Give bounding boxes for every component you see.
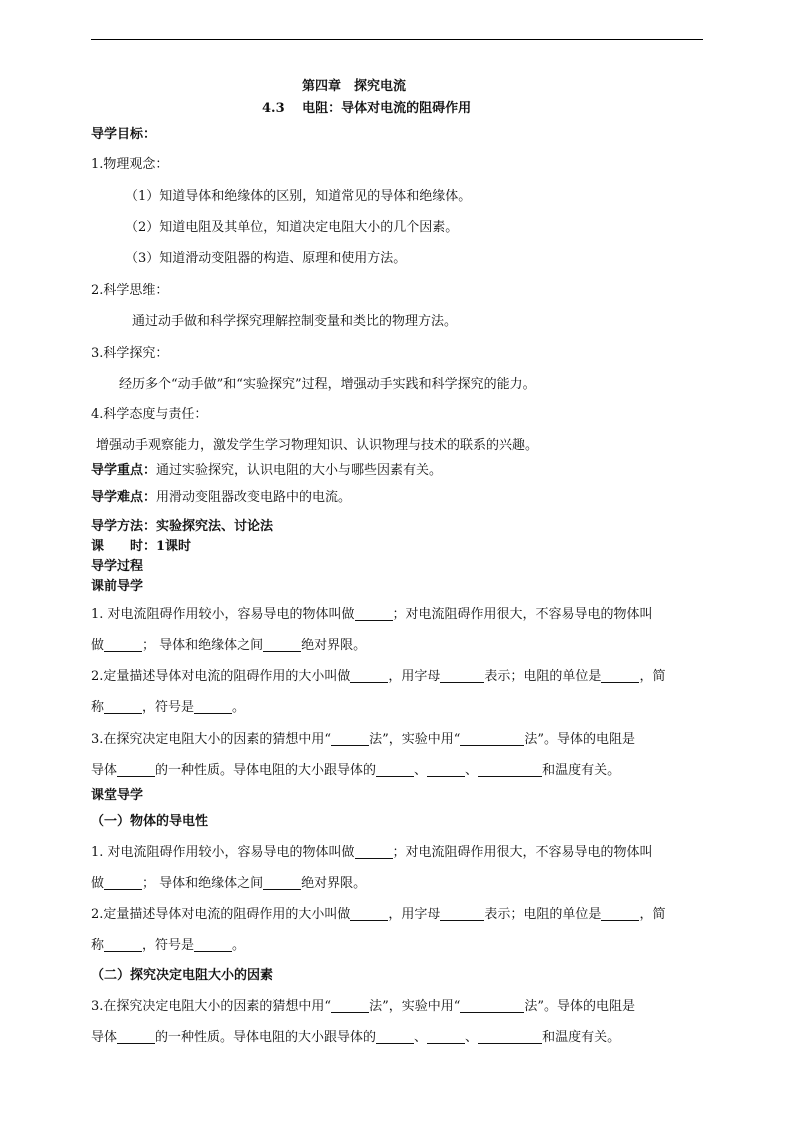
difficulty-text: 用滑动变阻器改变电路中的电流。 [156, 490, 352, 505]
answer-blank[interactable] [331, 998, 369, 1013]
goal-1-line-1: （1）知道导体和绝缘体的区别，知道常见的导体和绝缘体。 [125, 189, 472, 204]
q2-text-g: 。 [232, 938, 246, 953]
q2-text-c: 表示；电阻的单位是 [484, 907, 602, 922]
class-q3-line-1 [91, 998, 635, 1016]
answer-blank[interactable] [104, 875, 142, 890]
answer-blank[interactable] [104, 937, 142, 952]
goal-1-title: 1.物理观念： [91, 157, 169, 172]
q2-text-d: ，简 [639, 907, 666, 922]
q1-text-e: 绝对界限。 [301, 876, 367, 891]
goal-3-line-1: 经历多个“动手做”和“实验探究”过程，增强动手实践和科学探究的能力。 [119, 377, 536, 392]
answer-blank[interactable] [440, 906, 484, 921]
answer-blank[interactable] [194, 699, 232, 714]
answer-blank[interactable] [601, 906, 639, 921]
q2-text-e: 称 [91, 700, 105, 715]
q1-text-c: 做 [91, 638, 105, 653]
q3-text-e: 的一种性质。导体电阻的大小跟导体的 [155, 1030, 377, 1045]
q3-text-c: 法”。导体的电阻是 [524, 732, 636, 747]
answer-blank[interactable] [263, 875, 301, 890]
hours [91, 538, 191, 556]
goal-3-title: 3.科学探究： [91, 346, 169, 361]
pre-q3-line-1 [91, 731, 635, 749]
q1-text-d: ； 导体和绝缘体之间 [142, 876, 264, 891]
q3-text-c: 法”。导体的电阻是 [524, 999, 636, 1014]
q3-text-g: 、 [465, 763, 479, 778]
answer-blank[interactable] [331, 731, 369, 746]
goals-heading: 导学目标： [91, 127, 157, 142]
answer-blank[interactable] [355, 844, 393, 859]
q2-text-g: 。 [232, 700, 246, 715]
q3-text-a: 3.在探究决定电阻大小的因素的猜想中用“ [91, 732, 332, 747]
q1-text-b: ；对电流阻碍作用很大，不容易导电的物体叫 [392, 845, 653, 860]
answer-blank[interactable] [355, 606, 393, 621]
difficulty-label: 导学难点： [91, 490, 157, 505]
pre-q1-line-2 [91, 637, 366, 655]
pre-heading: 课前导学 [91, 579, 144, 594]
answer-blank[interactable] [376, 1029, 414, 1044]
hours-text: 1课时 [156, 539, 192, 554]
answer-blank[interactable] [478, 1029, 542, 1044]
goal-4-line-1: 增强动手观察能力，激发学生学习物理知识、认识物理与技术的联系的兴趣。 [96, 438, 539, 453]
section-title: 4.3 电阻：导体对电流的阻碍作用 [262, 101, 472, 116]
answer-blank[interactable] [350, 906, 388, 921]
q1-text-c: 做 [91, 876, 105, 891]
answer-blank[interactable] [104, 699, 142, 714]
q3-text-d: 导体 [91, 1030, 118, 1045]
header-rule [91, 39, 703, 40]
pre-q1-line-1 [91, 606, 653, 624]
q3-text-b: 法”，实验中用“ [369, 732, 461, 747]
class-q2-line-1 [91, 906, 665, 924]
goal-1-line-2: （2）知道电阻及其单位，知道决定电阻大小的几个因素。 [125, 220, 459, 235]
q2-text-a: 2.定量描述导体对电流的阻碍作用的大小叫做 [91, 669, 351, 684]
key-point [91, 462, 442, 480]
q2-text-b: ，用字母 [388, 907, 441, 922]
q2-text-f: ，符号是 [142, 938, 195, 953]
q1-text-b: ；对电流阻碍作用很大，不容易导电的物体叫 [392, 607, 653, 622]
key-point-label: 导学重点： [91, 463, 157, 478]
method: 导学方法：实验探究法、讨论法 [91, 519, 274, 534]
class-q1-line-2 [91, 875, 366, 893]
answer-blank[interactable] [478, 762, 542, 777]
answer-blank[interactable] [376, 762, 414, 777]
answer-blank[interactable] [427, 762, 465, 777]
q3-text-e: 的一种性质。导体电阻的大小跟导体的 [155, 763, 377, 778]
answer-blank[interactable] [263, 637, 301, 652]
process-heading: 导学过程 [91, 559, 144, 574]
q2-text-b: ，用字母 [388, 669, 441, 684]
q2-text-f: ，符号是 [142, 700, 195, 715]
goal-4-title: 4.科学态度与责任： [91, 407, 208, 422]
q1-text-e: 绝对界限。 [301, 638, 367, 653]
q2-text-e: 称 [91, 938, 105, 953]
q3-text-h: 和温度有关。 [542, 763, 621, 778]
pre-q2-line-2 [91, 699, 245, 717]
hours-label: 课 时： [91, 539, 157, 554]
difficulty [91, 489, 351, 507]
answer-blank[interactable] [460, 998, 524, 1013]
q3-text-a: 3.在探究决定电阻大小的因素的猜想中用“ [91, 999, 332, 1014]
answer-blank[interactable] [104, 637, 142, 652]
q3-text-f: 、 [414, 763, 428, 778]
answer-blank[interactable] [601, 668, 639, 683]
class-q1-line-1 [91, 844, 653, 862]
q1-text-d: ； 导体和绝缘体之间 [142, 638, 264, 653]
answer-blank[interactable] [427, 1029, 465, 1044]
class-q2-line-2 [91, 937, 245, 955]
answer-blank[interactable] [460, 731, 524, 746]
part1-heading: （一）物体的导电性 [91, 814, 209, 829]
q3-text-h: 和温度有关。 [542, 1030, 621, 1045]
q2-text-d: ，简 [639, 669, 666, 684]
q3-text-b: 法”，实验中用“ [369, 999, 461, 1014]
answer-blank[interactable] [117, 762, 155, 777]
part2-heading: （二）探究决定电阻大小的因素 [91, 968, 274, 983]
q3-text-f: 、 [414, 1030, 428, 1045]
answer-blank[interactable] [117, 1029, 155, 1044]
goal-2-line-1: 通过动手做和科学探究理解控制变量和类比的物理方法。 [132, 314, 458, 329]
q2-text-c: 表示；电阻的单位是 [484, 669, 602, 684]
q1-text-a: 1. 对电流阻碍作用较小，容易导电的物体叫做 [91, 607, 355, 622]
q3-text-g: 、 [465, 1030, 479, 1045]
q1-text-a: 1. 对电流阻碍作用较小，容易导电的物体叫做 [91, 845, 355, 860]
pre-q2-line-1 [91, 668, 665, 686]
q2-text-a: 2.定量描述导体对电流的阻碍作用的大小叫做 [91, 907, 351, 922]
q3-text-d: 导体 [91, 763, 118, 778]
goal-2-title: 2.科学思维： [91, 283, 169, 298]
answer-blank[interactable] [194, 937, 232, 952]
answer-blank[interactable] [440, 668, 484, 683]
chapter-title: 第四章 探究电流 [302, 79, 407, 94]
class-q3-line-2 [91, 1029, 620, 1047]
answer-blank[interactable] [350, 668, 388, 683]
class-heading: 课堂导学 [91, 788, 144, 803]
pre-q3-line-2 [91, 762, 620, 780]
key-point-text: 通过实验探究，认识电阻的大小与哪些因素有关。 [156, 463, 443, 478]
goal-1-line-3: （3）知道滑动变阻器的构造、原理和使用方法。 [125, 251, 407, 266]
